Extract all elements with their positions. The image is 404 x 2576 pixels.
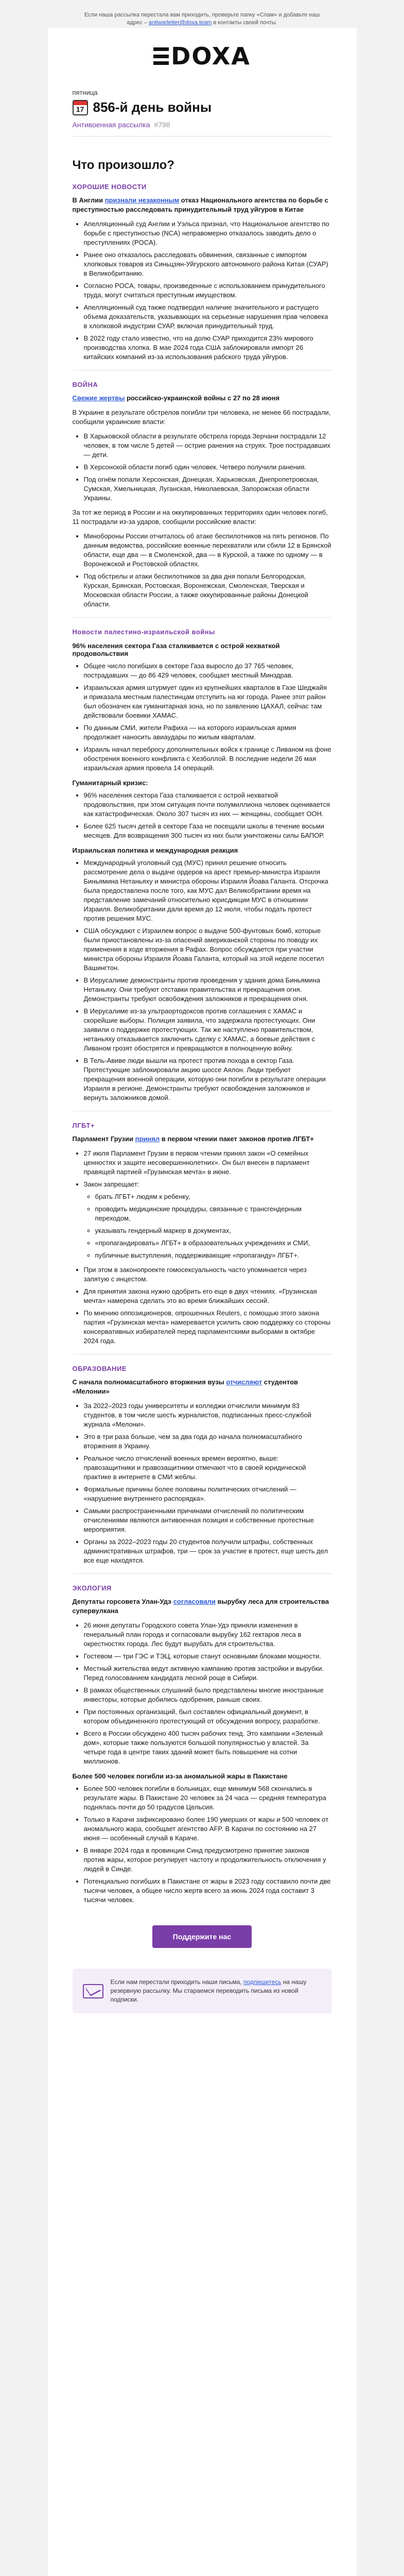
education-lead: С начала полномасштабного вторжения вузы отчисляют студентов «Мелонии» <box>72 1378 298 1395</box>
newsletter-card <box>48 28 357 2576</box>
resubscribe-link[interactable]: подпишитесь <box>243 1978 282 1986</box>
list-item: • В Харьковской области в результате обстрела города Зерчани пострадали 12 человек, в том числе 5 детей — острие ранения на струях. Трое пострадавших — дети. <box>84 432 332 460</box>
list-item: • Закон запрещает: ◦ брать ЛГБТ+ людям к ребенку, ◦ проводить медицинские процедуры, связанные с трансгендерным переходом, ◦ указывать гендерный маркер в документах, ◦ «пропагандировать» ЛГБТ+ в образовательных учреждениях и СМИ, ◦ публичные выступления, поддерживающие «пропаганду» ЛГБТ+. <box>84 1180 332 1260</box>
weekday: пятница <box>72 89 98 96</box>
ecology-list <box>73 1621 332 1766</box>
list-item: • Местный жительства ведут активную кампанию против застройки и вырубки. Перед голосованием кандидата лесной роще в Сибири. <box>84 1664 332 1683</box>
israel-sub3: Израильская политика и международная реакция <box>72 846 238 854</box>
top-note-email-link[interactable]: antiwarletter@doxa.team <box>148 20 212 26</box>
list-item: • Минобороны России отчиталось об атаке беспилотников на пять регионов. По данным ведомства, российские военные перехватили или сбили 12 в Брянской области, еще два — в Смоленской, два — в Курской, а также по одному — в Воронежской и Ростовской областях. <box>84 532 332 569</box>
top-note-line2: адрес – antiwarletter@doxa.team в контакты своей почты. <box>127 20 277 26</box>
education-head: ОБРАЗОВАНИЕ <box>72 1365 127 1372</box>
list-item: • Общее число погибших в секторе Газа выросло до 37 765 человек, пострадавших — до 86 429 человек, сообщает местный Минздрав. <box>84 662 332 680</box>
list-item: • По данным СМИ, жители Рафиха — на которого израильская армия продолжает наносить авиаудары по жилым кварталам. <box>84 723 332 742</box>
day-row <box>73 99 332 115</box>
list-item: • Формальные причины более половины политических отчислений — «нарушение внутреннего распорядка». <box>84 1485 332 1503</box>
envelope-icon <box>83 1984 103 1998</box>
list-item: • Израиль начал перебросу дополнительных войск к границе с Ливаном на фоне обострения военного конфликта с Хезболлой. В последние недели 26 мая израильская армия провела 14 операций. <box>84 745 332 773</box>
war-para1: В Украине в результате обстрелов погибли три человека, не менее 66 пострадали, сообщили украинские власти: <box>72 409 331 426</box>
list-item: • Израильская армия штурмует один из крупнейших кварталов в Газе Шеджайя и приказала местным палестинцам отступить на юг города. Ранее этот район был обозначен как гуманитарная зона, но по заявлению ЦАХАЛ, сейчас там действовали боевики ХАМАС. <box>84 683 332 720</box>
list-item: • Более 500 человек погибли в больницах, еще минимум 568 скончались в результате жары. В Пакистане 20 человек за 24 часа — средняя температура поднялась почти до 50 градусов Цельсия. <box>84 1784 332 1812</box>
israel-list1 <box>73 662 332 773</box>
ecology-lead: Депутаты горсовета Улан-Удэ согласовали вырубку леса для строительства супервулкана <box>72 1598 329 1615</box>
list-item: • При постоянных организаций, был составлен официальный документ, в котором объединенного протестующий от обсуждения вопросу, разработке. <box>84 1707 332 1726</box>
list-item: • Для принятия закона нужно одобрить его еще в двух чтениях. «Грузинская мечта» намерена сделать это во время ближайших сессий. <box>84 1287 332 1306</box>
list-item: • Самыми распространенными причинами отчислений по политическим отчислениями являются антивоенная позиция и собственные протестные мероприятия. <box>84 1506 332 1534</box>
education-list <box>73 1401 332 1565</box>
war-link[interactable]: Свежие жертвы <box>72 394 125 402</box>
israel-sub2: Гуманитарный кризис: <box>72 779 148 787</box>
cta-wrap <box>73 1925 332 1948</box>
israel-head: Новости палестино-израильской войны <box>72 628 215 636</box>
list-item: • В Иерусалиме демонстранты против проведения у здания дома Биньямина Нетаньяху. Они требуют отставки правительства и прекращения огня. Демонстранты требуют освобождения заложников и прекращения огня. <box>84 976 332 1004</box>
war-para2: За тот же период в России и на оккупированных территориях один человек погиб, 11 пострадали из-за ударов, сообщили российские власти: <box>72 509 328 526</box>
list-item: • Только в Карачи зафиксировано более 190 умерших от жары и 500 человек от аномального жара, сообщает агентство AFP. В Карачи по состоянию на 27 июня — особенный случай в Караче. <box>84 1815 332 1843</box>
section-title: Что произошло? <box>72 158 174 172</box>
list-item: • В Иерусалиме из-за ультраортодоксов против соглашения с ХАМАС и скорейшие выборы. Полиция заявила, что задержала протестующих. Они заявили о поддержке протестующих. Так же наступлено правительством, нетаньяху отказывается заключить сделку с ХАМАС, а боевые действия с Ливаном грозят обострятся и превращаются в полноценную войну. <box>84 1007 332 1053</box>
ecology-sub2: Более 500 человек погибли из-за аномальной жары в Пакистане <box>72 1772 288 1780</box>
list-item: ◦ проводить медицинские процедуры, связанные с трансгендерным переходом, <box>95 1205 332 1223</box>
list-item: • США обсуждают с Израилем вопрос о выдаче 500-фунтовых бомб, которые были приостановлены из-за опасений американской стороны по поводу их применения в ходе вторжения в Рафах. Вопрос обсуждается при участии министра обороны Израиля Йоава Галанта, который на этой неделе посетил Вашингтон. <box>84 926 332 973</box>
top-note-line1: Если наша рассылка перестала вам приходить, проверьте папку «Спам» и добавьте наш <box>84 12 320 18</box>
top-note <box>0 0 404 28</box>
issue-label: Антивоенная рассылка <box>72 121 150 129</box>
list-item: • Гостевом — три ГЭС и ТЭЦ, которые станут основными блоками мощности. <box>84 1652 332 1661</box>
list-item: ◦ брать ЛГБТ+ людям к ребенку, <box>95 1192 332 1201</box>
list-item: • В 2022 году стало известно, что на долю СУАР приходится 23% мирового производства хлопка. В мае 2024 года США заблокировали импорт 26 китайских компаний из-за использования рабского труда уйгуров. <box>84 334 332 362</box>
list-item: • В Тель-Авиве люди вышли на протест против похода в сектор Газа. Протестующие заблокировали акцию шоссе Аялон. Люди требуют прекращения военной операции, которую они погибли в результате операции Израиля в регионе. Демонстранты требуют освобождения заложников и вернуть заложников домой. <box>84 1056 332 1103</box>
divider <box>73 617 332 618</box>
list-item: • Это в три раза больше, чем за два года до начала полномасштабного вторжения в Украину. <box>84 1432 332 1451</box>
war-list2 <box>73 532 332 609</box>
list-item: • Органы за 2022–2023 годы 20 студентов получили штрафы, собственных административных штрафов, три — срок за участие в протест, еще шесть дел все еще находятся. <box>84 1537 332 1565</box>
good-news-lead: В Англии признали незаконным отказ Национального агентства по борьбе с преступностью расследовать принудительный труд уйгуров в Китае <box>72 196 328 213</box>
calendar-icon: 17 <box>73 100 88 115</box>
list-item: • Международный уголовный суд (МУС) принял решение относить рассмотрение дела о выдаче ордеров на арест премьер-министра Израиля Биньямина Нетаньяху и министра обороны Израиля Йоава Галанта. Отсрочка была предоставлена после того, как МУС дал Великобритании время на представление замечаний относительно юрисдикции МУС в отношении Израиля. Великобритании дали время до 12 июля, чтобы подать протест против решения МУС. <box>84 858 332 923</box>
israel-list2 <box>73 791 332 840</box>
issue-line <box>73 121 332 137</box>
good-news-list <box>73 219 332 362</box>
list-item: • Согласно POCA, товары, произведенные с использованием принудительного труда, могут считаться преступным имуществом. <box>84 281 332 300</box>
list-item: • Ранее оно отказалось расследовать обвинения, связанные с импортом хлопковых товаров из Синьцзян-Уйгурского автономного района Китая (СУАР) в Великобританию. <box>84 250 332 278</box>
list-item: ◦ публичные выступления, поддерживающие «пропаганду» ЛГБТ+. <box>95 1251 332 1260</box>
list-item: • Апелляционный суд Англии и Уэльса признал, что Национальное агентство по борьбе с преступностью (NCA) неправомерно отказалось заводить дело о преступлениях (POCA). <box>84 219 332 247</box>
list-item: • 26 июня депутаты Городского совета Улан-Удэ приняли изменения в генеральный план города и согласовали вырубку 162 гектаров леса в окрестностях города. Лес будут вырубать для строительства. <box>84 1621 332 1649</box>
lgbt-sublist <box>84 1192 332 1260</box>
day-title: 856-й день войны <box>93 99 212 115</box>
education-link[interactable]: отчисляют <box>226 1378 262 1386</box>
list-item: • Более 625 тысяч детей в секторе Газа не посещали школы в течение восьми месяцев. Для возвращения 300 тысяч из них были уничтожены силы БАПОР. <box>84 822 332 840</box>
list-item: • В январе 2024 года в провинции Синд предусмотрено принятие законов против жары, которое регулирует частоту и продолжительность отключения у людей в Синде. <box>84 1846 332 1874</box>
logo-mark-icon <box>153 47 169 65</box>
war-head: ВОЙНА <box>72 381 98 388</box>
israel-sub1: 96% населения сектора Газа сталкивается с острой нехваткой продовольствия <box>72 642 280 657</box>
ecology-list2 <box>73 1784 332 1905</box>
ecology-head: ЭКОЛОГИЯ <box>72 1584 112 1592</box>
divider <box>73 1573 332 1574</box>
logo <box>73 28 332 84</box>
lgbt-list <box>73 1149 332 1346</box>
list-item: • Реальное число отчислений военных времен вероятно, выше: правозащитники и правозащитники отмечают что в своей юридической практике в интернете в СМИ жеблы. <box>84 1454 332 1482</box>
list-item: ◦ указывать гендерный маркер в документах, <box>95 1226 332 1235</box>
list-item: • Под обстрелы и атаки беспилотников за два дня попали Белгородская, Курская, Брянская, Ростовская, Воронежская, Смоленская, Тверская и Московская области России, а также оккупированные районы Донецкой области. <box>84 572 332 609</box>
lgbt-link[interactable]: принял <box>135 1135 160 1143</box>
list-item: • В Херсонской области погиб один человек. Четверо получили ранения. <box>84 463 332 472</box>
ecology-link[interactable]: согласовали <box>173 1598 216 1605</box>
list-item: • Потенциально погибших в Пакистане от жары в 2023 году составило почти две тысячи человек, а общее число жертв всего за июнь 2024 года составит 3 тысячи человек. <box>84 1877 332 1905</box>
war-lead: Свежие жертвы российско-украинской войны с 27 по 28 июня <box>72 394 280 402</box>
israel-list3 <box>73 858 332 1103</box>
list-item: • По мнению оппозиционеров, опрошенных Reuters, с помощью этого закона партия «Грузинская мечта» намеревается усилить свою поддержку со стороны консервативных избирателей перед парламентскими выборами в октябре 2024 года. <box>84 1309 332 1346</box>
list-item: • Под огнём попали Херсонская, Донецкая, Харьковская, Днепропетровская, Сумская, Хмельницкая, Луганская, Николаевская, Запорожская области Украины. <box>84 475 332 503</box>
resubscribe-text: Если нам перестали приходить наши письма, подпишитесь на нашу резервную рассылку. Мы стараемся переводить письма из новой подписки. <box>110 1978 307 2003</box>
resubscribe-box <box>73 1969 332 2013</box>
list-item: • Апелляционный суд также подтвердил наличие значительного и растущего объема доказательств, указывающих на серьезные нарушения прав человека в хлопковой индустрии СУАР, включая принудительный труд. <box>84 303 332 331</box>
list-item: • 27 июля Парламент Грузии в первом чтении принял закон «О семейных ценностях и защите несовершеннолетних». Он был внесен в парламент правящей партией «Грузинская мечта» в июне. <box>84 1149 332 1177</box>
good-news-head: ХОРОШИЕ НОВОСТИ <box>72 183 147 191</box>
lgbt-lead: Парламент Грузии принял в первом чтении пакет законов против ЛГБТ+ <box>72 1135 314 1143</box>
war-list1 <box>73 432 332 503</box>
list-item: ◦ «пропагандировать» ЛГБТ+ в образовательных учреждениях и СМИ, <box>95 1239 332 1248</box>
list-item: • За 2022–2023 годы университеты и колледжи отчислили минимум 83 студентов, в том числе шесть журналистов, подписанных пресс-службой журнала «Мелони». <box>84 1401 332 1429</box>
list-item: • Всего в России обсуждено 400 тысяч рабочих тенд. Это кампании «Зеленый дом», которые также пользуются большой популярностью у властей. За четыре года в центре таких зданий может быть повышение на сотни миллионов. <box>84 1729 332 1766</box>
list-item: • В рамках общественных слушаний было представлены многие иностранные инвесторы, которые добились одобрения, раньше своих. <box>84 1686 332 1704</box>
good-news-link[interactable]: признали незаконным <box>104 196 180 204</box>
support-button[interactable]: Поддержите нас <box>152 1925 252 1948</box>
list-item: • 96% населения сектора Газа сталкивается с острой нехваткой продовольствия, при этом ситуация почти полумиллиона человек оценивается как катастрофическая. Около 307 тысяч из них — женщины, сообщает ООН. <box>84 791 332 819</box>
lgbt-head: ЛГБТ+ <box>72 1122 95 1129</box>
list-item: • При этом в законопроекте гомосексуальность часто упоминается через запятую с инцестом. <box>84 1265 332 1284</box>
logo-text: DOXA <box>171 42 251 70</box>
issue-number: #798 <box>154 121 170 129</box>
